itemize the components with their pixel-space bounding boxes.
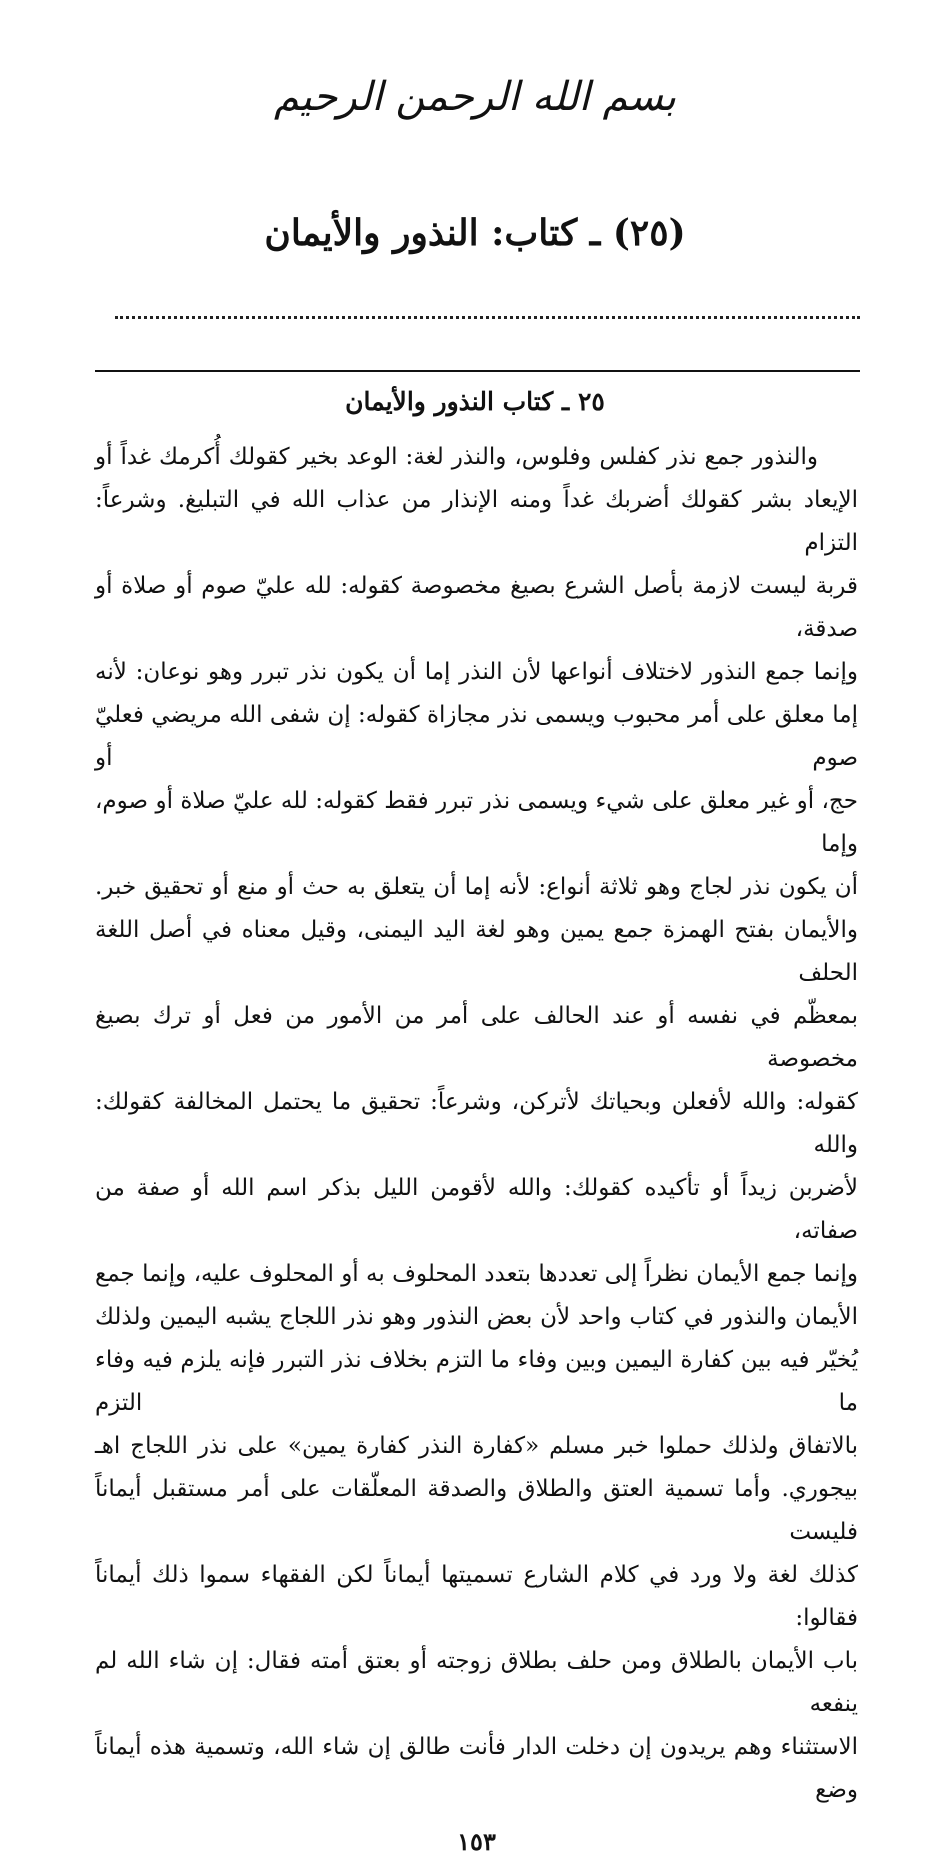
text-line: وإنما جمع النذور لاختلاف أنواعها لأن النذر إما أن يكون نذر تبرر وهو نوعان: لأنه — [95, 659, 858, 685]
text-line: كقوله: والله لأفعلن وبحياتك لأتركن، وشرعاً: تحقيق ما يحتمل المخالفة كقولك: والله — [95, 1089, 858, 1158]
text-line: الأيمان والنذور في كتاب واحد لأن بعض النذور وهو نذر اللجاج يشبه اليمين ولذلك — [95, 1304, 858, 1330]
text-line: إما معلق على أمر محبوب ويسمى نذر مجازاة كقوله: إن شفى الله مريضي فعليّ صوم أو — [95, 702, 858, 771]
text-line: بمعظّم في نفسه أو عند الحالف على أمر من الأمور من فعل أو ترك بصيغ مخصوصة — [95, 1003, 858, 1072]
text-line: يُخيّر فيه بين كفارة اليمين وبين وفاء ما التزم بخلاف نذر التبرر فإنه يلزم فيه وفاء ما التزم — [95, 1347, 858, 1416]
text-line: بالاتفاق ولذلك حملوا خبر مسلم «كفارة النذر كفارة يمين» على نذر اللجاج اهـ — [95, 1433, 858, 1459]
text-line: بيجوري. وأما تسمية العتق والطلاق والصدقة المعلّقات على أمر مستقبل أيماناً فليست — [95, 1476, 858, 1545]
text-line: والأيمان بفتح الهمزة جمع يمين وهو لغة اليد اليمنى، وقيل معناه في أصل اللغة الحلف — [95, 917, 858, 986]
text-line: الاستثناء وهم يريدون إن دخلت الدار فأنت طالق إن شاء الله، وتسمية هذه أيماناً وضع — [95, 1734, 858, 1803]
text-line: لأضربن زيداً أو تأكيده كقولك: والله لأقومن الليل بذكر اسم الله أو صفة من صفاته، — [95, 1175, 858, 1244]
text-line: كذلك لغة ولا ورد في كلام الشارع تسميتها أيماناً لكن الفقهاء سموا ذلك أيماناً فقالوا: — [95, 1562, 858, 1631]
text-line: باب الأيمان بالطلاق ومن حلف بطلاق زوجته أو بعتق أمته فقال: إن شاء الله لم ينفعه — [95, 1648, 858, 1717]
text-line: حج، أو غير معلق على شيء ويسمى نذر تبرر فقط كقوله: لله عليّ صلاة أو صوم، وإما — [95, 788, 858, 857]
page-number: ١٥٣ — [457, 1827, 496, 1856]
text-line: قربة ليست لازمة بأصل الشرع بصيغ مخصوصة كقوله: لله عليّ صوم أو صلاة أو صدقة، — [95, 573, 858, 642]
text-line: أن يكون نذر لجاج وهو ثلاثة أنواع: لأنه إما أن يتعلق به حث أو منع أو تحقيق خبر. — [95, 874, 858, 900]
book-title: (٢٥) ـ كتاب: النذور والأيمان — [264, 212, 686, 254]
section-title: ٢٥ ـ كتاب النذور والأيمان — [345, 387, 605, 416]
horizontal-rule — [95, 370, 860, 372]
dotted-separator — [115, 306, 860, 319]
text-line: الإيعاد بشر كقولك أضربك غداً ومنه الإنذار من عذاب الله في التبليغ. وشرعاً: التزام — [95, 487, 858, 556]
page-body — [95, 436, 858, 1858]
text-line: والنذور جمع نذر كفلس وفلوس، والنذر لغة: الوعد بخير كقولك أُكرمك غداً أو — [95, 444, 818, 470]
body-text — [95, 436, 858, 1812]
text-line: وإنما جمع الأيمان نظراً إلى تعددها بتعدد المحلوف به أو المحلوف عليه، وإنما جمع — [95, 1261, 858, 1287]
basmala-calligraphy: بسم الله الرحمن الرحيم — [273, 74, 677, 120]
